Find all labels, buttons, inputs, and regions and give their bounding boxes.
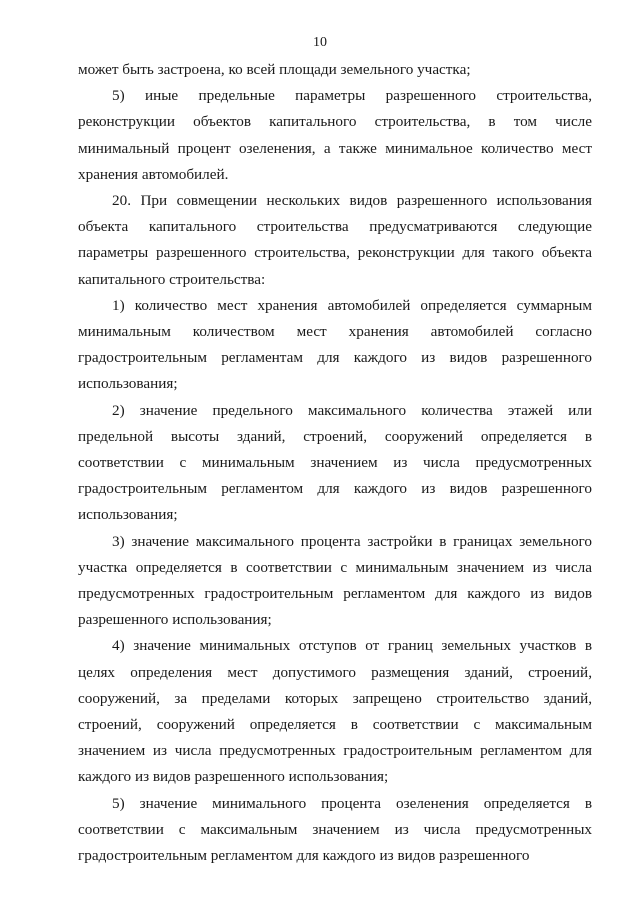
paragraph-item-5-greenery: 5) значение минимального процента озеленения определяется в соответствии с максимальным значением из числа предусмотренных градостроительным регламентом для каждого из видов разрешенного (78, 794, 592, 865)
paragraph-continuation: может быть застроена, ко всей площади земельного участка; (78, 61, 471, 78)
document-body (78, 57, 592, 869)
paragraph-item-1-parking: 1) количество мест хранения автомобилей определяется суммарным минимальным количеством мест хранения автомобилей согласно градостроительным регламентам для каждого из видов разрешенного использования; (78, 296, 592, 393)
page-number: 10 (313, 35, 327, 50)
paragraph-item-4-setbacks: 4) значение минимальных отступов от границ земельных участков в целях определения мест допустимого размещения зданий, строений, сооружений, за пределами которых запрещено строительство зданий, строений, сооружений определяется в соответствии с максимальным значением из числа предусмотренных градостроительным регламентом для каждого из видов разрешенного использования; (78, 637, 592, 786)
paragraph-item-3-building-coverage: 3) значение максимального процента застройки в границах земельного участка определяется в соответствии с минимальным значением из числа предусмотренных градостроительным регламентом для каждого из видов разрешенного использования; (78, 532, 592, 629)
paragraph-item-5-other-parameters: 5) иные предельные параметры разрешенного строительства, реконструкции объектов капитального строительства, в том числе минимальный процент озеленения, а также минимальное количество мест хранения автомобилей. (78, 87, 592, 183)
paragraph-item-2-floors-height: 2) значение предельного максимального количества этажей или предельной высоты зданий, строений, сооружений определяется в соответствии с минимальным значением из числа предусмотренных градостроительным регламентом для каждого из видов разрешенного использования; (78, 401, 592, 524)
paragraph-clause-20: 20. При совмещении нескольких видов разрешенного использования объекта капитального строительства предусматриваются следующие параметры разрешенного строительства, реконструкции для такого объекта капитального строительства: (78, 192, 592, 288)
